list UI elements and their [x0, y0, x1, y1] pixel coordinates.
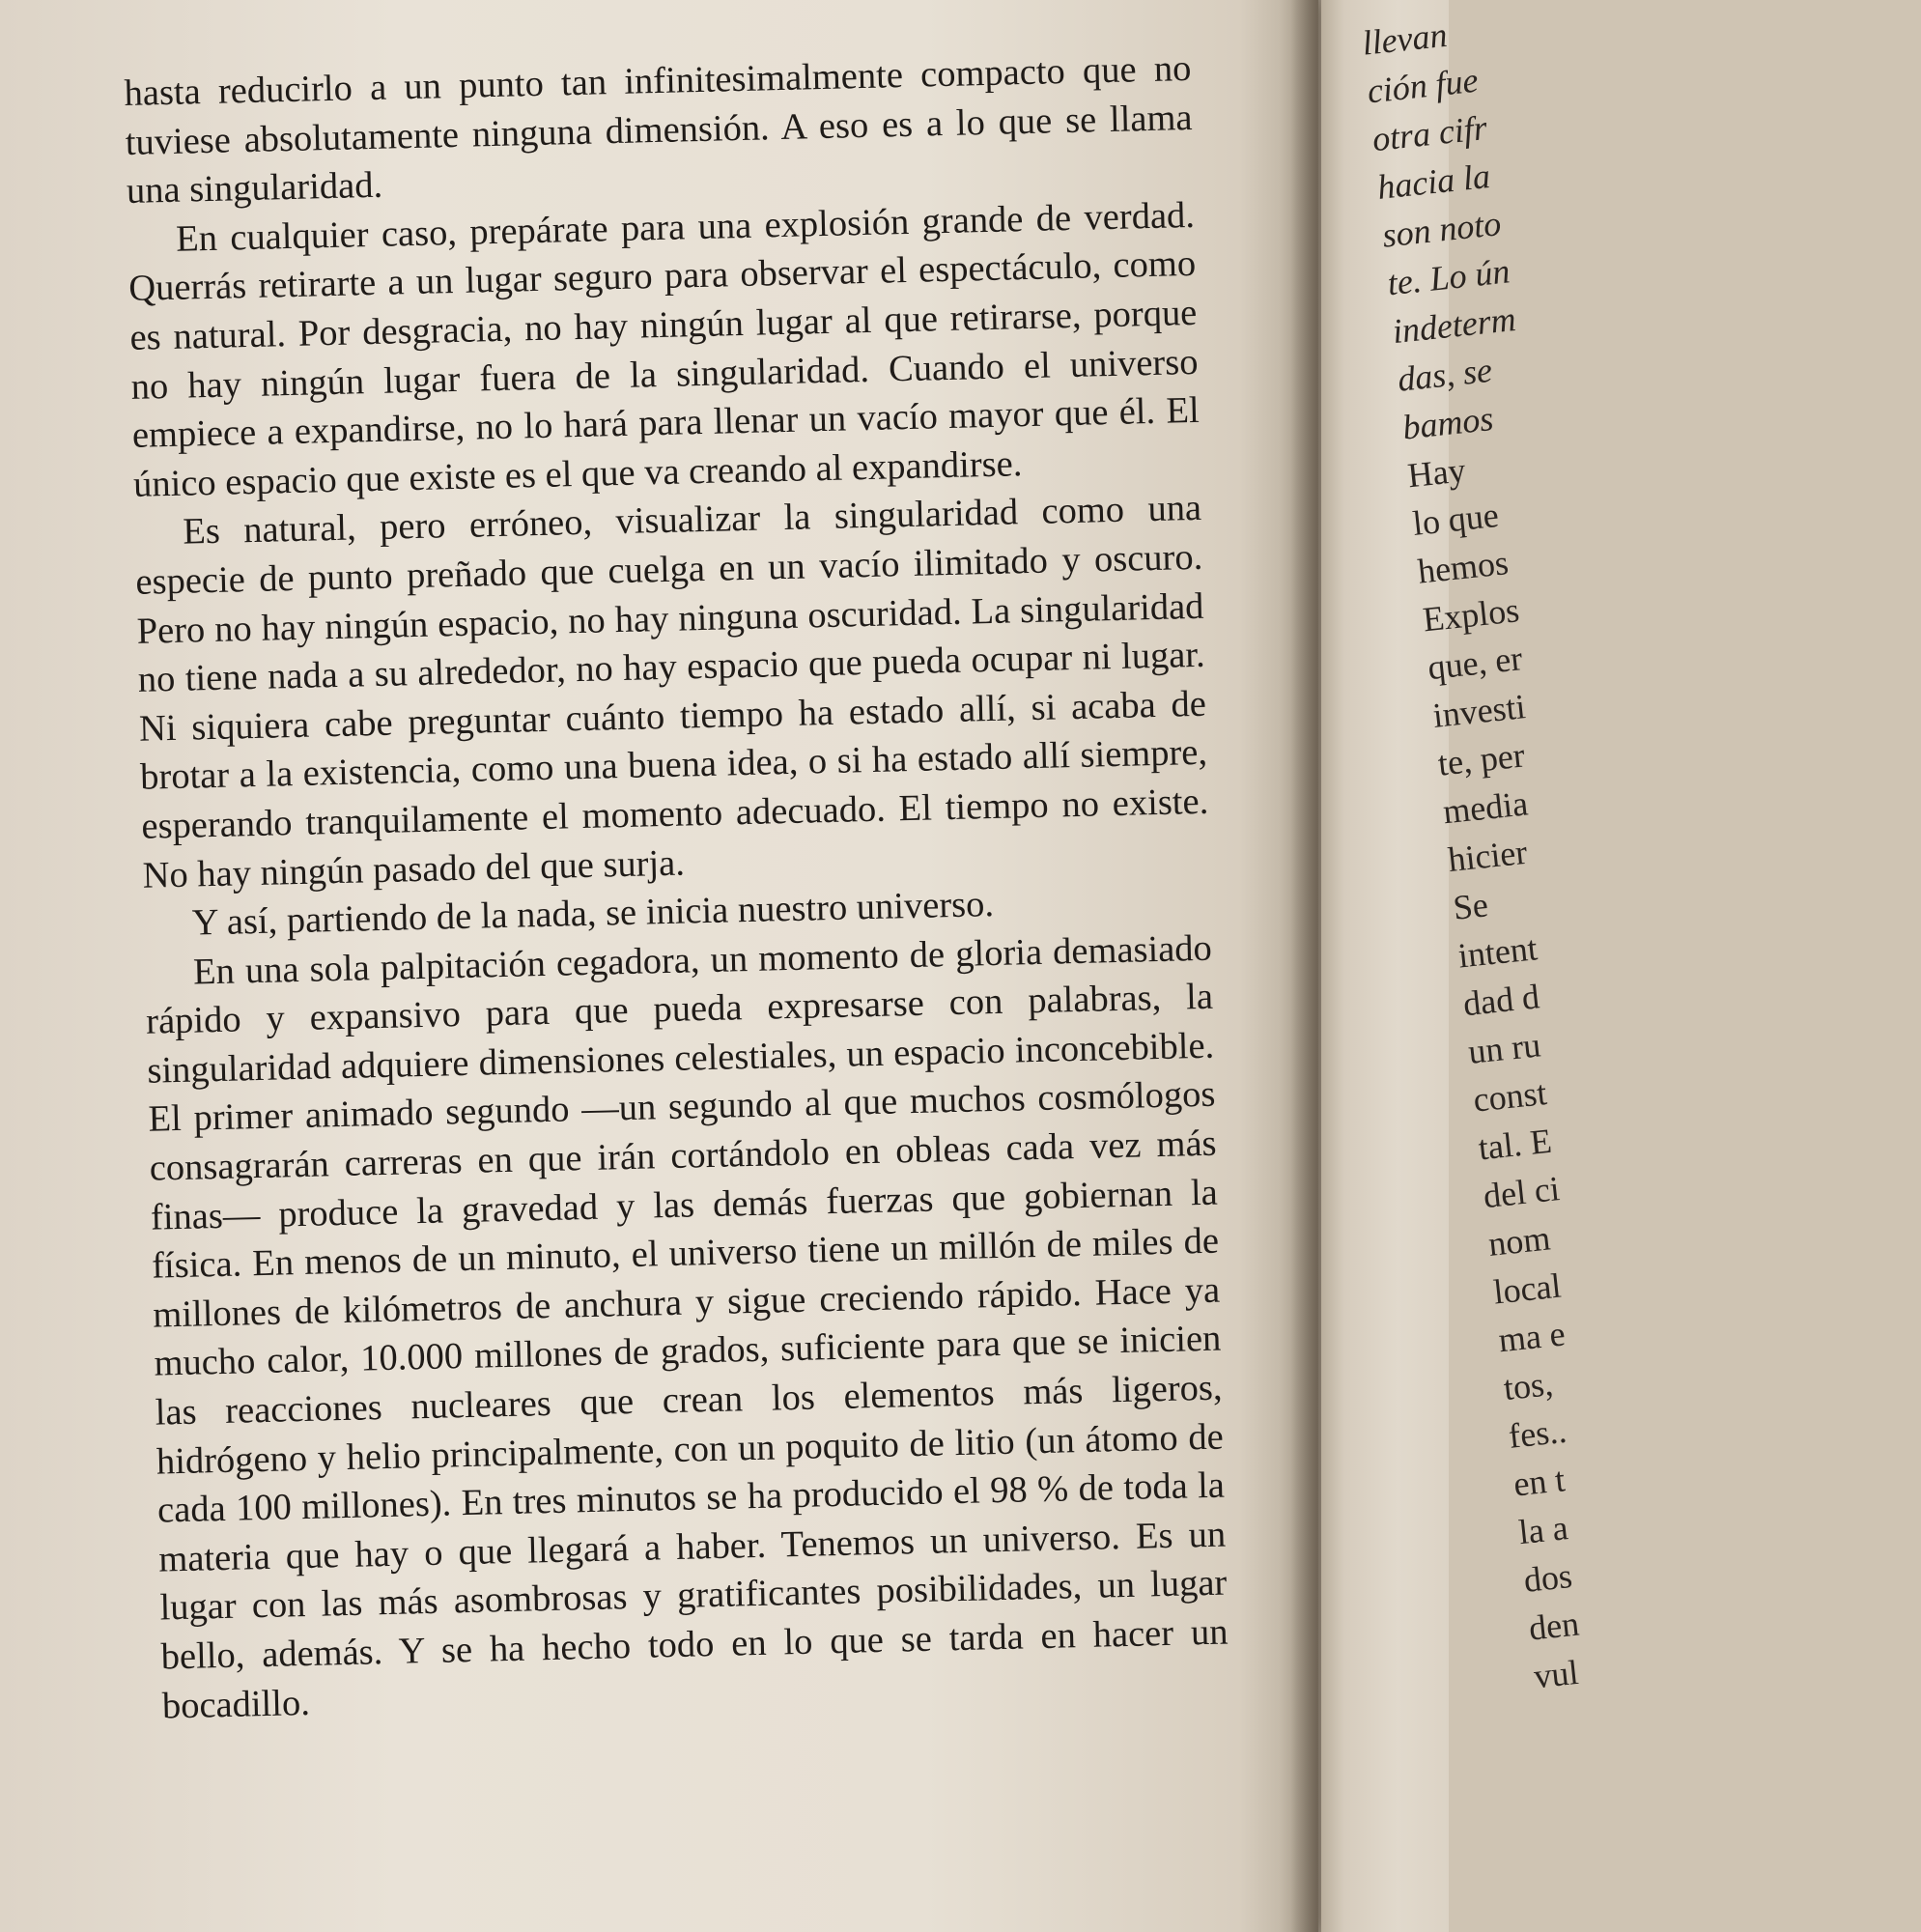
right-page-line: investi	[1430, 687, 1528, 735]
right-page-line: bamos	[1400, 398, 1496, 447]
right-page-line: del ci	[1481, 1169, 1562, 1216]
left-page-text	[124, 44, 1229, 1731]
right-page-line: lo que	[1410, 495, 1501, 544]
right-page-line: ma e	[1496, 1314, 1568, 1360]
right-page-line: media	[1441, 783, 1530, 832]
right-page-line: nom	[1486, 1218, 1553, 1264]
right-page-line: dad d	[1461, 977, 1541, 1024]
right-page-line: Explos	[1421, 590, 1521, 639]
right-page-line: un ru	[1466, 1025, 1543, 1072]
right-page-line: Hay	[1405, 450, 1468, 496]
right-page-line: la a	[1516, 1508, 1570, 1552]
paragraph-2: En cualquier caso, prepárate para una explosión grande de verdad. Querrás retirarte a un lugar seguro para observar el espectáculo, como es natural. Por desgracia, no hay ningún lugar al que retirarse, porque no hay ningún lugar fuera de la singularidad. Cuando el universo empiece a expandirse, no lo hará para llenar un vacío mayor que él. El único espacio que existe es el que va creando al expandirse.	[127, 194, 1201, 505]
right-page	[1321, 0, 1581, 1932]
paragraph-1: hasta reducirlo a un punto tan infinitesimalmente compacto que no tuviese absolutamente ninguna dimensión. A eso es a lo que se llama una singularidad.	[124, 47, 1193, 213]
right-page-line: dos	[1521, 1555, 1574, 1600]
right-page-text	[1360, 0, 1921, 1700]
right-page-line: const	[1471, 1073, 1549, 1120]
paragraph-3: Es natural, pero erróneo, visualizar la singularidad como una especie de punto preñado que cuelga en un vacío ilimitado y oscuro. Pero no hay ningún espacio, no hay ninguna oscuridad. La singularidad no tiene nada a su alrededor, no hay espacio que pueda ocupar ni lugar. Ni siquiera cabe preguntar cuánto tiempo ha estado allí, si acaba de brotar a la existencia, como una buena idea, o si ha estado allí siempre, esperando tranquilamente el momento adecuado. El tiempo no existe. No hay ningún pasado del que surja.	[135, 488, 1209, 896]
right-page-line: hicier	[1446, 832, 1530, 880]
right-page-line: tos,	[1501, 1363, 1555, 1408]
right-page-line: das, se	[1396, 350, 1494, 399]
right-page-line: hacia la	[1375, 156, 1492, 207]
right-page-line: intent	[1455, 928, 1540, 976]
right-page-line: vul	[1532, 1652, 1581, 1696]
right-page-line: Se	[1451, 885, 1490, 927]
right-page-line: en t	[1511, 1460, 1568, 1504]
paragraph-5: En una sola palpitación cegadora, un momento de gloria demasiado rápido y expansivo para que pueda expresarse con palabras, la singularidad adquiere dimensiones celestiales, un espacio inconcebible. El primer animado segundo —un segundo al que muchos cosmólogos consagrarán carreras en que irán cortándolo en obleas cada vez más finas— produce la gravedad y las demás fuerzas que gobiernan la física. En menos de un minuto, el universo tiene un millón de miles de millones de kilómetros de anchura y sigue creciendo rápido. Hace ya mucho calor, 10.000 millones de grados, suficiente para que se inicien las reacciones nucleares que crean los elementos más ligeros, hidrógeno y helio principalmente, con un poquito de litio (un átomo de cada 100 millones). En tres minutos se ha producido el 98 % de toda la materia que hay o que llegará a haber. Tenemos un universo. Es un lugar con las más asombrosas y gratificantes posibilidades, un lugar bello, además. Y se ha hecho todo en lo que se tarda en hacer un bocadillo.	[145, 927, 1229, 1727]
right-page-line: llevan	[1360, 14, 1450, 63]
right-page-line: indeterm	[1390, 298, 1518, 352]
right-page-line: son noto	[1380, 204, 1503, 255]
right-page-line: otra cifr	[1370, 107, 1489, 159]
right-page-line: fes..	[1507, 1410, 1568, 1456]
right-page-line: local	[1491, 1265, 1564, 1312]
right-page-line: tal. E	[1476, 1121, 1554, 1168]
paragraph-4: Y así, partiendo de la nada, se inicia nuestro universo.	[191, 884, 995, 944]
right-page-line: hemos	[1416, 543, 1511, 591]
right-page-line: den	[1526, 1604, 1581, 1648]
right-page-line: que, er	[1426, 639, 1525, 688]
right-page-line: ción fue	[1365, 60, 1481, 111]
right-page-line: te. Lo ún	[1385, 251, 1512, 303]
right-page-line: te, per	[1435, 735, 1527, 783]
